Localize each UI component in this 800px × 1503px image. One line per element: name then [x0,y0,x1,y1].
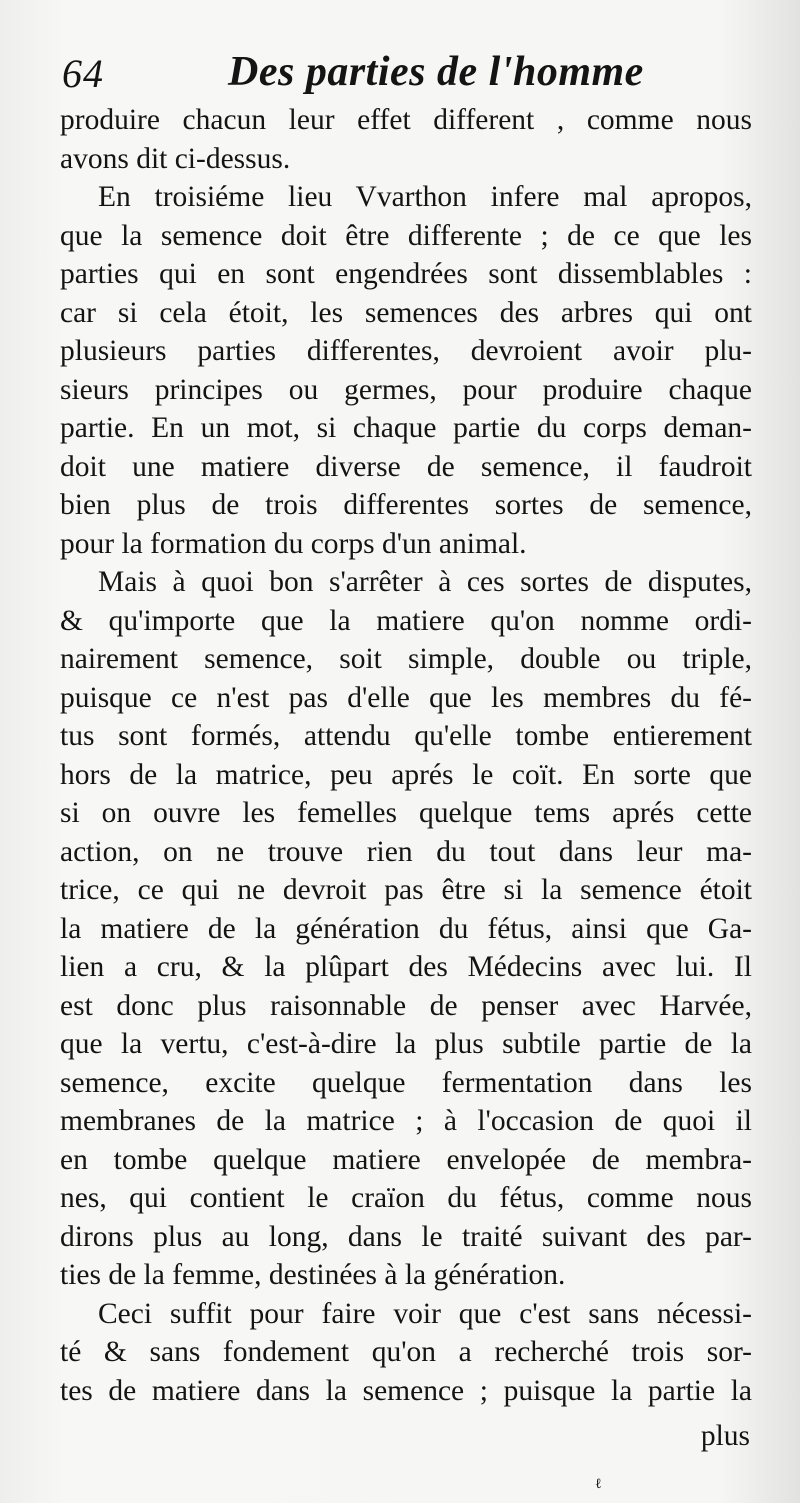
text-line: puisque ce n'est pas d'elle que les membres du fé- [60,681,752,714]
text-line: Ceci suffit pour faire voir que c'est sans nécessi- [98,1297,752,1330]
text-line: ties de la femme, destinées à la génération. [60,1259,566,1291]
text-line: nes, qui contient le craïon du fétus, comme nous [60,1182,752,1214]
text-line: partie. En un mot, si chaque partie du corps deman- [60,412,752,444]
text-line: tes de matiere dans la semence ; puisque la partie la [60,1374,752,1407]
text-line: En troisiéme lieu Vvarthon infere mal apropos, [98,181,752,213]
text-line: tus sont formés, attendu qu'elle tombe entierement [60,720,752,752]
text-line: en tombe quelque matiere envelopée de membra- [60,1143,752,1176]
text-line: nairement semence, soit simple, double ou triple, [60,643,752,675]
text-line: trice, ce qui ne devroit pas être si la semence étoit [60,874,752,906]
text-line: que la vertu, c'est-à-dire la plus subtile partie de la [60,1028,752,1060]
text-line: produire chacun leur effet different , comme nous [60,104,752,136]
text-line: bien plus de trois differentes sortes de semence, [60,489,752,521]
text-line: que la semence doit être differente ; de ce que les [60,219,752,252]
text-line: parties qui en sont engendrées sont dissemblables : [60,258,752,290]
page-header [62,42,752,104]
text-line: avons dit ci-dessus. [60,142,291,175]
text-line: car si cela étoit, les semences des arbres qui ont [60,296,752,329]
text-line: la matiere de la génération du fétus, ainsi que Ga- [60,912,752,945]
text-line: pour la formation du corps d'un animal. [60,527,527,560]
text-line: plusieurs parties differentes, devroient avoir plu- [60,335,752,367]
text-line: Mais à quoi bon s'arrêter à ces sortes de disputes, [98,566,752,598]
text-line: action, on ne trouve rien du tout dans leur ma- [60,835,752,868]
text-line: dirons plus au long, dans le traité suivant des par- [60,1220,752,1253]
page-number: 64 [62,51,104,96]
text-line: semence, excite quelque fermentation dans les [60,1066,752,1099]
body-text [60,101,752,1410]
text-line: si on ouvre les femelles quelque tems aprés cette [60,797,752,829]
text-line: membranes de la matrice ; à l'occasion de quoi il [60,1105,752,1137]
text-line: té & sans fondement qu'on a recherché trois sor- [60,1336,752,1368]
text-line: lien a cru, & la plûpart des Médecins avec lui. Il [60,951,752,983]
text-line: doit une matiere diverse de semence, il faudroit [60,450,752,483]
text-line: & qu'importe que la matiere qu'on nomme ordi- [60,604,752,637]
catchword: plus [700,1420,750,1452]
text-line: hors de la matrice, peu aprés le coït. En sorte que [60,758,752,791]
signature-mark: ℓ [595,1477,602,1492]
text-line: sieurs principes ou germes, pour produire chaque [60,373,752,406]
running-title: Des parties de l'homme [228,49,644,95]
text-line: est donc plus raisonnable de penser avec Harvée, [60,989,752,1022]
